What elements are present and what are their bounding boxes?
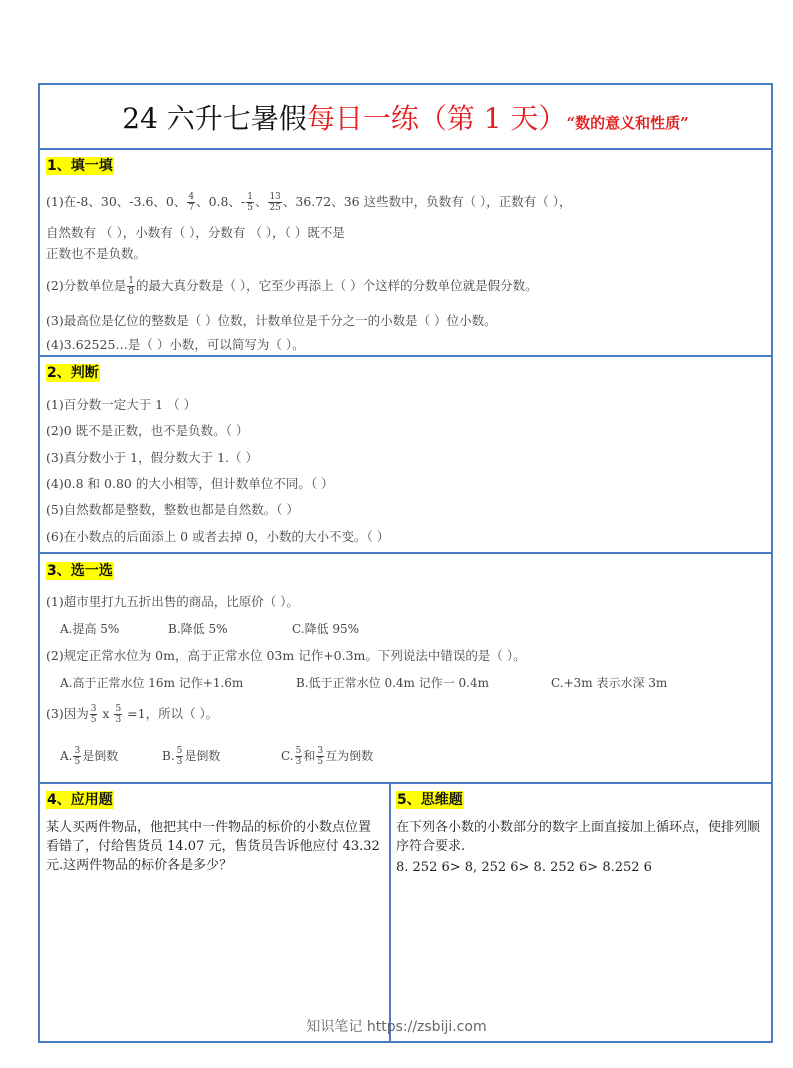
section-1-heading: 1、填一填 — [47, 158, 113, 174]
s2-item: (2)0 既不是正数，也不是负数。（ ） — [46, 423, 249, 438]
s3-question-2: (2)规定正常水位为 0m，高于正常水位 03m 记作+0.3m。下列说法中错误的是（ ）。 — [46, 648, 526, 663]
title-red: 每日一练（第 1 天） — [306, 102, 567, 135]
s1-question-4: (4)3.62525…是（ ）小数，可以简写为（ ）。 — [46, 337, 305, 352]
s2-item: (3)真分数小于 1，假分数大于 1.（ ） — [46, 450, 259, 465]
s3-q3-option-b: B. $\frac{5}{3}$ 是倒数 — [162, 746, 221, 767]
fraction: $\frac{5}{3}$ — [176, 746, 183, 767]
worksheet-title — [40, 97, 771, 137]
s2-item: (4)0.8 和 0.80 的大小相等，但计数单位不同。（ ） — [46, 476, 334, 491]
divider — [40, 355, 771, 357]
fraction: $\frac{3}{5}$ — [90, 704, 97, 725]
s3-q1-option-c: C.降低 95% — [292, 622, 360, 636]
s5-problem-text: 在下列各小数的小数部分的数字上面直接加上循环点，使排列顺序符合要求. — [396, 820, 761, 854]
s3-question-1: (1)超市里打九五折出售的商品，比原价（ ）。 — [46, 594, 299, 609]
s1-question-1-line-3: 正数也不是负数。 — [46, 246, 147, 261]
section-4-heading: 4、应用题 — [47, 792, 113, 808]
s2-item: (5)自然数都是整数，整数也都是自然数。（ ） — [46, 502, 299, 517]
divider — [40, 148, 771, 150]
fraction: $\frac{3}{5}$ — [317, 746, 324, 767]
fraction: $\frac{4}{7}$ — [188, 192, 195, 213]
s3-q3-option-c: C. $\frac{5}{3}$ 和 $\frac{3}{5}$ 互为倒数 — [281, 746, 374, 767]
title-black: 24 六升七暑假 — [122, 102, 307, 135]
s3-q2-option-a: A.高于正常水位 16m 记作+1.6m — [60, 676, 244, 690]
s3-q2-option-b: B.低于正常水位 0.4m 记作一 0.4m — [296, 676, 490, 690]
title-topic: “数的意义和性质” — [566, 114, 689, 132]
fraction: $\frac{1}{8}$ — [128, 276, 134, 297]
fraction: $\frac{5}{3}$ — [295, 746, 302, 767]
s4-problem-text: 某人买两件物品，他把其中一件物品的标价的小数点位置看错了，付给售货员 14.07 元，售货员告诉他应付 43.32 元.这两件物品的标价各是多少？ — [46, 820, 380, 873]
s2-item: (1)百分数一定大于 1 （ ） — [46, 397, 197, 412]
s3-q2-option-c: C.+3m 表示水深 3m — [551, 676, 668, 690]
column-divider — [389, 782, 391, 1041]
fraction: $\frac{3}{5}$ — [74, 746, 81, 767]
fraction: $\frac{5}{3}$ — [115, 704, 122, 725]
divider — [40, 552, 771, 554]
section-2-heading: 2、判断 — [47, 365, 99, 381]
s3-q3-option-a: A. $\frac{3}{5}$ 是倒数 — [60, 746, 119, 767]
s1-question-2: (2)分数单位是 $\frac{1}{8}$ 的最大真分数是（ ），它至少再添上（ ）个这样的分数单位就是假分数。 — [46, 276, 538, 297]
s3-q1-option-a: A.提高 5% — [60, 622, 120, 636]
divider — [40, 782, 771, 784]
s1-question-1-line-2: 自然数有 （ ），小数有（ ），分数有 （ ），（ ）既不是 — [46, 225, 345, 240]
fraction: $\frac{13}{25}$ — [269, 192, 281, 213]
s1-question-3: (3)最高位是亿位的整数是（ ）位数，计数单位是千分之一的小数是（ ）位小数。 — [46, 313, 497, 328]
s2-item: (6)在小数点的后面添上 0 或者去掉 0，小数的大小不变。（ ） — [46, 529, 390, 544]
s5-sequence: 8. 252 6> 8, 252 6> 8. 252 6> 8.252 6 — [396, 860, 652, 875]
fraction: $\frac{1}{5}$ — [247, 192, 253, 213]
s3-q1-option-b: B.降低 5% — [168, 622, 228, 636]
footer-watermark: 知识笔记 https://zsbiji.com — [306, 1019, 487, 1035]
section-3-heading: 3、选一选 — [47, 563, 113, 579]
s1-question-1-line-1: (1)在-8、30、-3.6、0、 $\frac{4}{7}$ 、0.8、- $\frac{1}{5}$ 、 $\frac{13}{25}$ 、36.72、36 这些数中，负数有（ ），正数有（ ）， — [46, 192, 572, 213]
section-5-heading: 5、思维题 — [397, 792, 463, 808]
s3-question-3: (3)因为 $\frac{3}{5}$ x $\frac{5}{3}$ =1，所以（ ）。 — [46, 704, 219, 725]
